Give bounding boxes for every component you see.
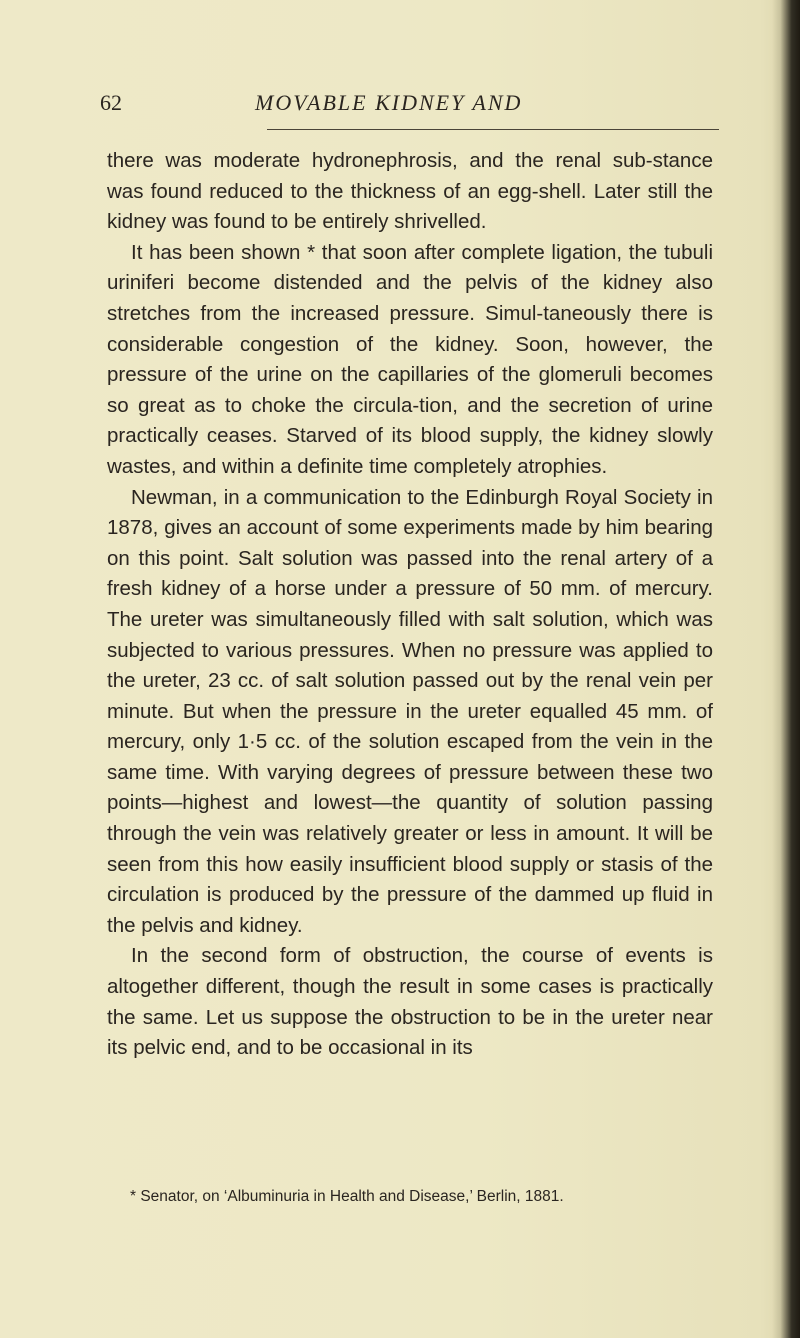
paragraph-2: It has been shown * that soon after complete ligation, the tubuli uriniferi become distended and the pelvis of the kidney also stretches from the increased pressure. Simul-taneously there is considerable congestion of the kidney. Soon, however, the pressure of the urine on the capillaries of the glomeruli becomes so great as to choke the circula-tion, and the secretion of urine practically ceases. Starved of its blood supply, the kidney slowly wastes, and within a definite time completely atrophies. [107,240,713,478]
page-number: 62 [100,90,122,115]
page-edge-shadow [772,0,800,1338]
running-head: MOVABLE KIDNEY AND [255,90,523,115]
page-header [100,90,760,130]
body-text [107,146,713,1064]
paragraph-1: there was moderate hydronephrosis, and the renal sub-stance was found reduced to the thickness of an egg-shell. Later still the kidney was found to be entirely shrivelled. [107,149,713,234]
footnote: * Senator, on ‘Albuminuria in Health and Disease,’ Berlin, 1881. [130,1188,564,1205]
header-rule [267,129,719,130]
paragraph-3: Newman, in a communication to the Edinburgh Royal Society in 1878, gives an account of some experiments made by him bearing on this point. Salt solution was passed into the renal artery of a fresh kidney of a horse under a pressure of 50 mm. of mercury. The ureter was simultaneously filled with salt solution, which was subjected to various pressures. When no pressure was applied to the ureter, 23 cc. of salt solution passed out by the renal vein per minute. But when the pressure in the ureter equalled 45 mm. of mercury, only 1·5 cc. of the solution escaped from the vein in the same time. With varying degrees of pressure between these two points—highest and lowest—the quantity of solution passing through the vein was relatively greater or less in amount. It will be seen from this how easily insufficient blood supply or stasis of the circulation is produced by the pressure of the dammed up fluid in the pelvis and kidney. [107,485,713,937]
paragraph-4: In the second form of obstruction, the course of events is altogether different, though the result in some cases is practically the same. Let us suppose the obstruction to be in the ureter near its pelvic end, and to be occasional in its [107,944,713,1060]
